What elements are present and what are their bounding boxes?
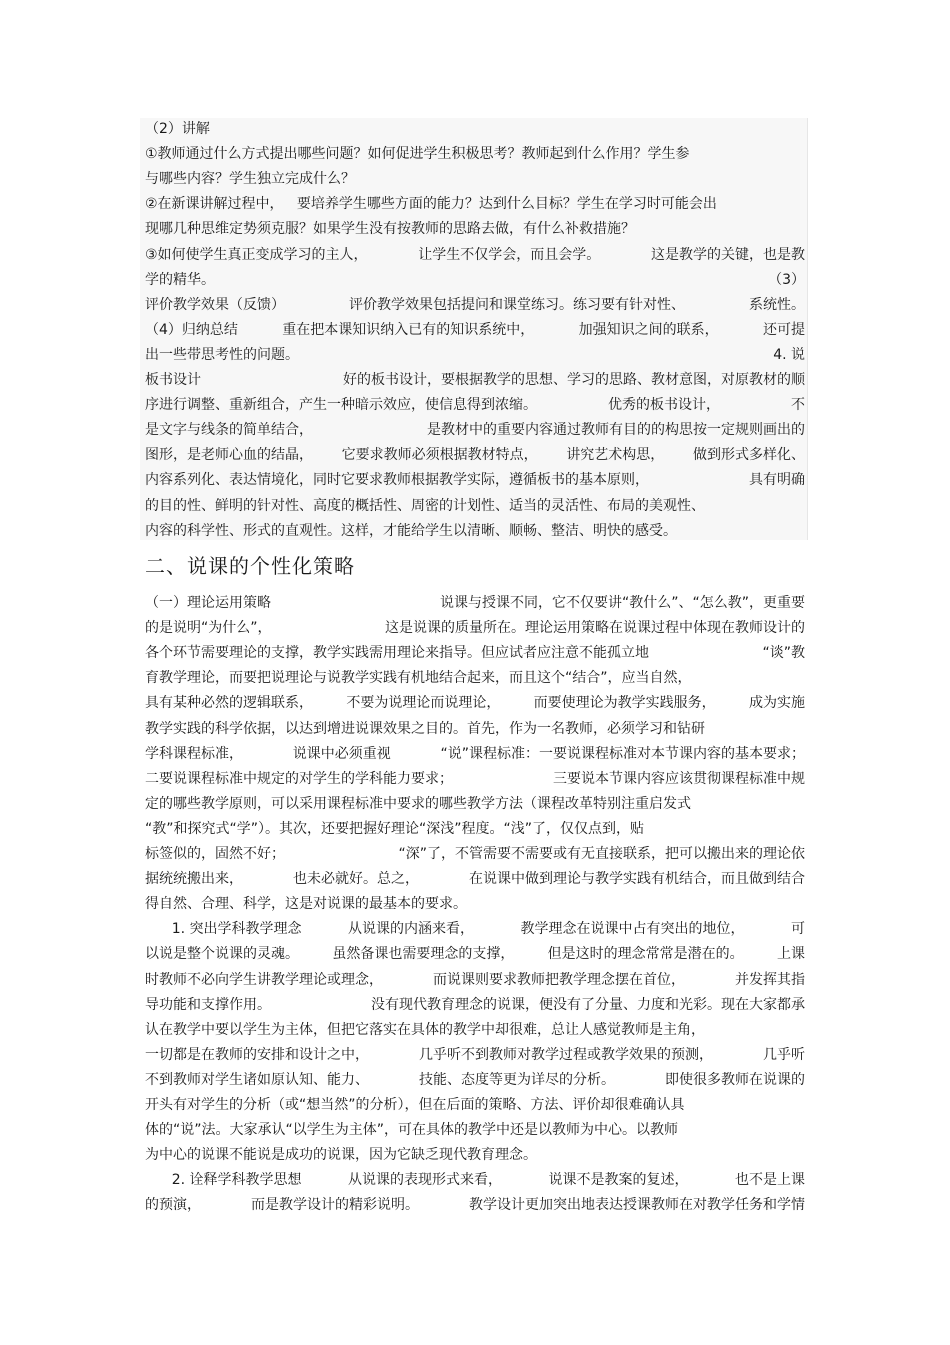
text-segment: 图形，是老师心血的结晶，	[145, 447, 313, 464]
text-segment: （4）归纳总结	[145, 321, 238, 338]
text-segment: 不到教师对学生诸如原认知、能力、	[145, 1071, 369, 1088]
text-segment: 二要说课程标准中规定的对学生的学科能力要求；	[145, 770, 453, 787]
text-line	[145, 970, 805, 990]
text-segment: 成为实施	[748, 695, 805, 712]
text-segment: “说”课程标准：一要说课程标准对本节课内容的基本要求；	[440, 745, 805, 762]
text-segment: 标签似的，固然不好；	[145, 846, 285, 862]
text-segment: 教学理念在说课中占有突出的地位，	[520, 921, 745, 938]
text-segment: 可	[790, 921, 805, 938]
text-line	[145, 194, 805, 214]
text-segment: 系统性。	[749, 296, 805, 313]
text-segment: 几乎听不到教师对教学过程或教学效果的预测，	[419, 1046, 713, 1063]
text-line	[145, 1070, 805, 1090]
text-segment: 技能、态度等更为详尽的分析。	[419, 1071, 615, 1088]
text-line	[145, 245, 805, 265]
text-segment: 但是这时的理念常常是潜在的。	[547, 946, 744, 963]
text-line	[145, 144, 805, 164]
text-segment: 这是教学的关键，也是教	[651, 246, 805, 263]
text-line	[145, 270, 805, 290]
text-line	[145, 618, 805, 638]
text-line	[145, 445, 805, 465]
text-segment: 没有现代教育理念的说课，便没有了分量、力度和光彩。现在大家都承	[371, 996, 805, 1013]
text-line	[145, 320, 805, 340]
text-segment: （一）理论运用策略	[145, 595, 271, 611]
text-line	[145, 894, 805, 914]
text-segment: 重在把本课知识纳入已有的知识系统中，	[282, 321, 535, 338]
text-segment: 也未必就好。总之，	[293, 871, 419, 888]
section-heading: 二、说课的个性化策略	[145, 554, 355, 578]
text-line	[145, 668, 805, 688]
text-segment: 不	[791, 397, 805, 414]
text-line	[145, 119, 805, 139]
text-segment: 讲究艺术构思，	[566, 447, 665, 464]
text-line	[145, 395, 805, 415]
text-segment: 并发挥其指	[735, 971, 805, 988]
text-segment: 时教师不必向学生讲教学理论或理念，	[145, 971, 383, 988]
text-segment: 学的精华。	[145, 271, 215, 288]
text-segment: 开头有对学生的分析（或“想当然”的分析），但在后面的策略、方法、评价却很难确认具	[145, 1097, 685, 1113]
text-line	[145, 1170, 805, 1190]
text-segment: 而要使理论为教学实践服务，	[533, 695, 716, 712]
text-segment: 以说是整个说课的灵魂。	[145, 946, 299, 963]
text-segment: 也不是上课	[734, 1172, 805, 1189]
text-segment: 是文字与线条的简单结合，	[145, 422, 313, 439]
text-segment: 据统统搬出来，	[145, 871, 243, 888]
text-segment: 内容的科学性、形式的直观性。这样，才能给学生以清晰、顺畅、整洁、明快的感受。	[145, 522, 677, 539]
text-segment: 说课不是教案的复述，	[548, 1172, 689, 1189]
text-segment: 上课	[776, 946, 805, 963]
text-line	[145, 944, 805, 964]
text-line	[145, 420, 805, 440]
text-line	[145, 719, 805, 739]
text-segment: 而是教学设计的精彩说明。	[251, 1197, 419, 1214]
text-line	[145, 169, 805, 189]
text-line	[145, 496, 805, 516]
text-line	[145, 869, 805, 889]
text-segment: ③如何使学生真正变成学习的主人，	[145, 246, 368, 263]
text-segment: 评价教学效果（反馈）	[145, 296, 285, 313]
text-segment: 还可提	[763, 321, 805, 338]
text-line	[145, 995, 805, 1015]
text-segment: 加强知识之间的联系，	[578, 321, 719, 338]
text-segment: 导功能和支撑作用。	[145, 996, 271, 1013]
text-segment: “谈”教	[762, 645, 805, 662]
text-segment: 教学实践的科学依据，以达到增进说课效果之目的。首先，作为一名教师，必须学习和钻研	[145, 720, 705, 737]
text-segment: “教”和探究式“学”）。其次，还要把握好理论“深浅”程度。“浅”了，仅仅点到，贴	[145, 820, 645, 837]
text-segment: （2）讲解	[145, 121, 210, 137]
text-line	[145, 219, 805, 239]
text-line	[145, 693, 805, 713]
text-segment: 一切都是在教师的安排和设计之中，	[145, 1046, 369, 1063]
text-segment: 的预演，	[145, 1197, 201, 1214]
text-line	[145, 593, 805, 613]
text-line	[145, 794, 805, 814]
text-line	[145, 919, 805, 939]
text-line	[145, 1195, 805, 1215]
text-line	[145, 643, 805, 663]
text-segment: 内容系列化、表达情境化，同时它要求教师根据教学实际，遵循板书的基本原则，	[145, 472, 649, 489]
text-segment: “深”了，不管需要不需要或有无直接联系，把可以搬出来的理论依	[398, 846, 805, 862]
text-segment: 1. 突出学科教学理念	[145, 921, 302, 938]
text-segment: 评价教学效果包括提问和课堂练习。练习要有针对性、	[349, 296, 685, 313]
text-segment: 说课中必须重视	[292, 745, 391, 762]
text-segment: 让学生不仅学会，而且会学。	[418, 246, 601, 263]
text-segment: 4. 说	[773, 346, 805, 363]
text-segment: 几乎听	[763, 1046, 805, 1063]
text-segment: 具有某种必然的逻辑联系，	[145, 695, 313, 712]
text-segment: 的是说明“为什么”，	[145, 620, 272, 637]
text-line	[145, 1045, 805, 1065]
text-segment: 学科课程标准，	[145, 745, 243, 762]
text-segment: 板书设计	[145, 372, 201, 388]
text-line	[145, 744, 805, 764]
text-segment: 即使很多教师在说课的	[665, 1071, 805, 1088]
text-segment: 的目的性、鲜明的针对性、高度的概括性、周密的计划性、适当的灵活性、布局的美观性、	[145, 497, 705, 514]
text-segment: 出一些带思考性的问题。	[145, 346, 299, 363]
text-line	[145, 1095, 805, 1115]
text-segment: 虽然备课也需要理念的支撑，	[332, 946, 515, 963]
text-segment: 它要求教师必须根据教材特点，	[341, 447, 538, 464]
text-segment: 与哪些内容？学生独立完成什么？	[145, 171, 355, 188]
text-segment: 而说课则要求教师把教学理念摆在首位，	[433, 971, 685, 988]
text-segment: 体的“说”法。大家承认“以学生为主体”，可在具体的教学中还是以教师为中心。以教师	[145, 1122, 679, 1139]
text-segment: 现哪几种思维定势须克服？如果学生没有按教师的思路去做，有什么补救措施？	[145, 221, 635, 238]
text-segment: 做到形式多样化、	[692, 447, 805, 464]
text-line	[145, 1145, 805, 1165]
text-segment: 从说课的内涵来看，	[348, 921, 474, 938]
text-segment: 是教材中的重要内容通过教师有目的的构思按一定规则画出的	[427, 422, 805, 439]
text-line	[145, 769, 805, 789]
text-segment: 从说课的表现形式来看，	[348, 1172, 502, 1189]
text-segment: 教学设计更加突出地表达授课教师在对教学任务和学情	[469, 1197, 805, 1214]
text-segment: 定的哪些教学原则，可以采用课程标准中要求的哪些教学方法（课程改革特别注重启发式	[145, 795, 691, 812]
text-line	[145, 1020, 805, 1040]
text-segment: 说课与授课不同，它不仅要讲“教什么”、“怎么教”，更重要	[439, 595, 805, 611]
text-segment: 得自然、合理、科学，这是对说课的最基本的要求。	[145, 896, 467, 913]
text-segment: 育教学理论，而要把说理论与说教学实践有机地结合起来，而且这个“结合”，应当自然，	[145, 670, 692, 687]
text-segment: ②在新课讲解过程中， 要培养学生哪些方面的能力？达到什么目标？学生在学习时可能会出	[145, 196, 717, 213]
text-segment: 在说课中做到理论与教学实践有机结合，而且做到结合	[469, 871, 805, 888]
text-segment: 为中心的说课不能说是成功的说课，因为它缺乏现代教育理念。	[145, 1147, 537, 1164]
text-segment: 序进行调整、重新组合，产生一种暗示效应，使信息得到浓缩。	[145, 397, 537, 414]
text-segment: 不要为说理论而说理论，	[346, 695, 501, 712]
text-segment: ①教师通过什么方式提出哪些问题？如何促进学生积极思考？教师起到什么作用？学生参	[145, 146, 690, 163]
text-segment: 各个环节需要理论的支撑，教学实践需用理论来指导。但应试者应注意不能孤立地	[145, 645, 649, 662]
text-line	[145, 345, 805, 365]
text-segment: 认在教学中要以学生为主体，但把它落实在具体的教学中却很难，总让人感觉教师是主角，	[145, 1021, 705, 1038]
text-line	[145, 521, 805, 541]
text-line	[145, 844, 805, 864]
text-segment: 三要说本节课内容应该贯彻课程标准中规	[553, 770, 805, 787]
text-segment: 好的板书设计，要根据教学的思想、学习的思路、教材意图，对原教材的顺	[343, 372, 805, 388]
text-segment: 2. 诠释学科教学思想	[145, 1172, 302, 1189]
text-segment: 具有明确	[749, 472, 805, 489]
text-line	[145, 1120, 805, 1140]
text-segment: 优秀的板书设计，	[608, 397, 720, 414]
text-line	[145, 370, 805, 390]
text-segment: 这是说课的质量所在。理论运用策略在说课过程中体现在教师设计的	[385, 620, 805, 637]
text-line	[145, 470, 805, 490]
text-line	[145, 819, 805, 839]
text-segment: （3）	[768, 271, 805, 288]
text-line	[145, 295, 805, 315]
